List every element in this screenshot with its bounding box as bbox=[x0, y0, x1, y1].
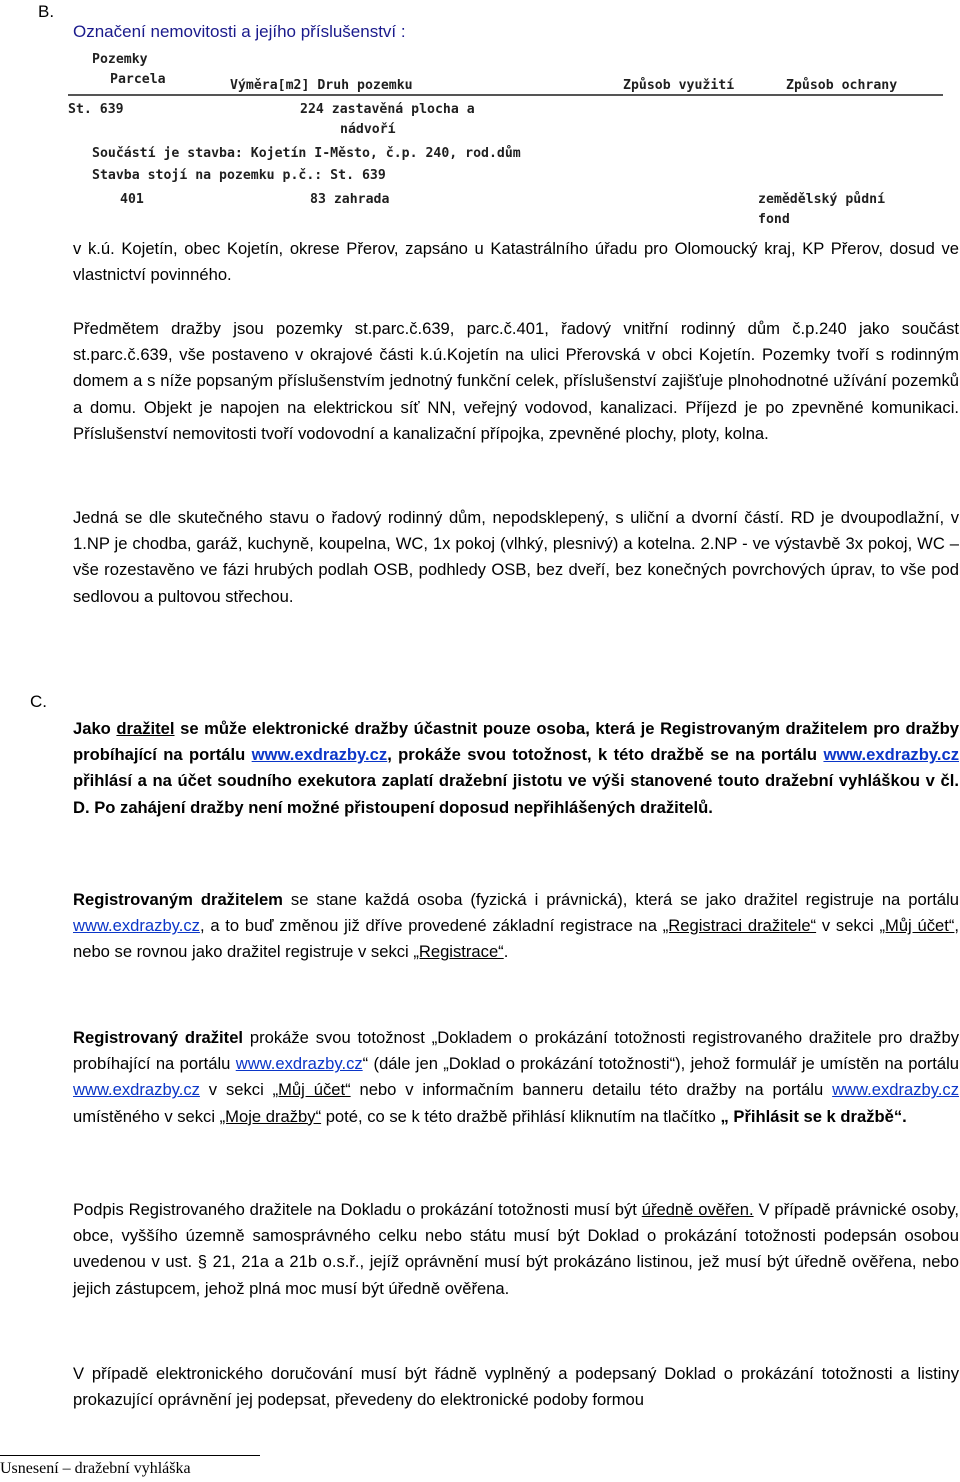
reg-stavba: Stavba stojí na pozemku p.č.: St. 639 bbox=[92, 168, 386, 183]
registrace-drazitele: „Registraci dražitele“ bbox=[662, 916, 817, 936]
drazitel-underlined: dražitel bbox=[116, 719, 175, 738]
reg-divider bbox=[68, 94, 943, 96]
exdrazby-link[interactable]: www.exdrazby.cz bbox=[832, 1080, 960, 1100]
muj-ucet: „Můj účet“ bbox=[272, 1080, 351, 1100]
section-letter-b: B. bbox=[38, 2, 55, 21]
paragraph-location: v k.ú. Kojetín, obec Kojetín, okrese Přerov, zapsáno u Katastrálního úřadu pro Olomoucký kraj, KP Přerov, dosud ve vlastnictví povinného. bbox=[73, 239, 959, 285]
paragraph-subject: Předmětem dražby jsou pozemky st.parc.č.639, parc.č.401, řadový vnitřní rodinný dům č.p.240 jako součást st.parc.č.639, vše postaveno v okrajové části k.ú.Kojetín na ulici Přerovská v obci Kojetín. Pozemky tvoří s rodinným domem a s níže popsaným příslušenstvím jednotný funkční celek, příslušenství zajišťuje plnohodnotné užívání pozemků a domu. Objekt je napojen na elektrickou síť NN, veřejný vodovod, kanalizaci. Příjezd je po zpevněné komunikaci. Příslušenství nemovitosti tvoří vodovodní a kanalizační přípojka, zpevněné plochy, ploty, kolna. bbox=[73, 319, 959, 443]
reg-row2-area: 83 zahrada bbox=[310, 192, 390, 207]
reg-zpusob-ochrany: Způsob ochrany bbox=[786, 78, 898, 93]
paragraph-c4: Podpis Registrovaného dražitele na Dokladu o prokázání totožnosti musí být úředně ověřen. V případě právnické osoby, obce, vyššího územně samosprávného celku nebo státu musí být Doklad o prokázání totožnosti podepsán osobou uvedenou v ust. § 21, 21a a 21b o.s.ř., jejíž oprávnění musí být prokázáno listinou, jež musí být úředně ověřena, nebo jejich zástupcem, jehož plná moc musí být úředně ověřena. bbox=[73, 1200, 959, 1298]
reg-zpusob-vyuziti: Způsob využití bbox=[623, 78, 735, 93]
reg-soucasti: Součástí je stavba: Kojetín I-Město, č.p. 240, rod.dům bbox=[92, 146, 521, 161]
uredne-overen: úředně ověřen. bbox=[641, 1200, 754, 1219]
reg-row2-parcel: 401 bbox=[120, 192, 144, 207]
paragraph-c3: Registrovaný dražitel prokáže svou totožnost „Dokladem o prokázání totožnosti registrovaného dražitele pro dražby probíhající na portálu www.exdrazby.cz“ (dále jen „Doklad o prokázání totožnosti“), jehož formulář je umístěn na portálu www.exdrazby.cz v sekci „Můj účet“ nebo v informačním banneru detailu této dražby na portálu www.exdrazby.cz umístěného v sekci „Moje dražby“ poté, co se k této dražbě přihlásí kliknutím na tlačítko „ Přihlásit se k dražbě“. bbox=[73, 1028, 960, 1126]
reg-row2-protect1: zemědělský půdní bbox=[758, 192, 886, 207]
reg-row1-parcel: St. 639 bbox=[68, 102, 124, 117]
land-register-excerpt bbox=[68, 50, 943, 232]
reg-row2-protect2: fond bbox=[758, 212, 790, 227]
paragraph-c1: Jako dražitel se může elektronické dražby účastnit pouze osoba, která je Registrovaným dražitelem pro dražby probíhající na portálu www.exdrazby.cz, prokáže svou totožnost, k této dražbě se na portálu www.exdrazby.cz přihlásí a na účet soudního exekutora zaplatí dražební jistotu ve výši stanovené touto dražební vyhláškou v čl. D. Po zahájení dražby není možné přistoupení doposud nepřihlášených dražitelů. bbox=[73, 719, 959, 817]
exdrazby-link[interactable]: www.exdrazby.cz bbox=[823, 745, 959, 765]
footer-divider bbox=[0, 1455, 260, 1456]
reg-vymera: Výměra[m2] Druh pozemku bbox=[230, 78, 413, 93]
paragraph-c2: Registrovaným dražitelem se stane každá osoba (fyzická i právnická), která se jako dražitel registruje na portálu www.exdrazby.cz, a to buď změnou již dříve provedené základní registrace na „Registraci dražitele“ v sekci „Můj účet“, nebo se rovnou jako dražitel registruje v sekci „Registrace“. bbox=[73, 890, 960, 962]
section-letter-c: C. bbox=[30, 692, 47, 711]
exdrazby-link[interactable]: www.exdrazby.cz bbox=[235, 1054, 363, 1074]
paragraph-description: Jedná se dle skutečného stavu o řadový rodinný dům, nepodsklepený, s uliční a dvorní částí. RD je dvoupodlažní, v 1.NP je chodba, garáž, kuchyně, koupelna, WC, 1x pokoj (vlhký, plesnivý) a kotelna. 2.NP - ve výstavbě 3x pokoj, WC – vše rozestavěno ve fázi hrubých podlah OSB, podhledy OSB, bez dveří, bez konečných povrchových úprav, to vše pod sedlovou a pultovou střechou. bbox=[73, 508, 959, 606]
exdrazby-link[interactable]: www.exdrazby.cz bbox=[73, 916, 200, 936]
reg-row1-area2: nádvoří bbox=[340, 122, 396, 137]
registrace: „Registrace“ bbox=[413, 942, 504, 962]
section-title: Označení nemovitosti a jejího příslušenství : bbox=[73, 22, 406, 41]
reg-parcela: Parcela bbox=[110, 72, 166, 87]
reg-pozemky: Pozemky bbox=[92, 52, 148, 67]
muj-ucet: „Můj účet“ bbox=[879, 916, 955, 936]
footer-text: Usnesení – dražební vyhláška bbox=[0, 1460, 191, 1477]
reg-row1-area: 224 zastavěná plocha a bbox=[300, 102, 475, 117]
paragraph-c5: V případě elektronického doručování musí být řádně vyplněný a podepsaný Doklad o prokázání totožnosti a listiny prokazující oprávnění jej podepsat, převedeny do elektronické podoby formou bbox=[73, 1364, 959, 1410]
prihlasit-button-label: „ Přihlásit se k dražbě“. bbox=[720, 1106, 907, 1126]
exdrazby-link[interactable]: www.exdrazby.cz bbox=[73, 1080, 200, 1100]
moje-drazby: „Moje dražby“ bbox=[219, 1106, 322, 1126]
exdrazby-link[interactable]: www.exdrazby.cz bbox=[251, 745, 388, 765]
